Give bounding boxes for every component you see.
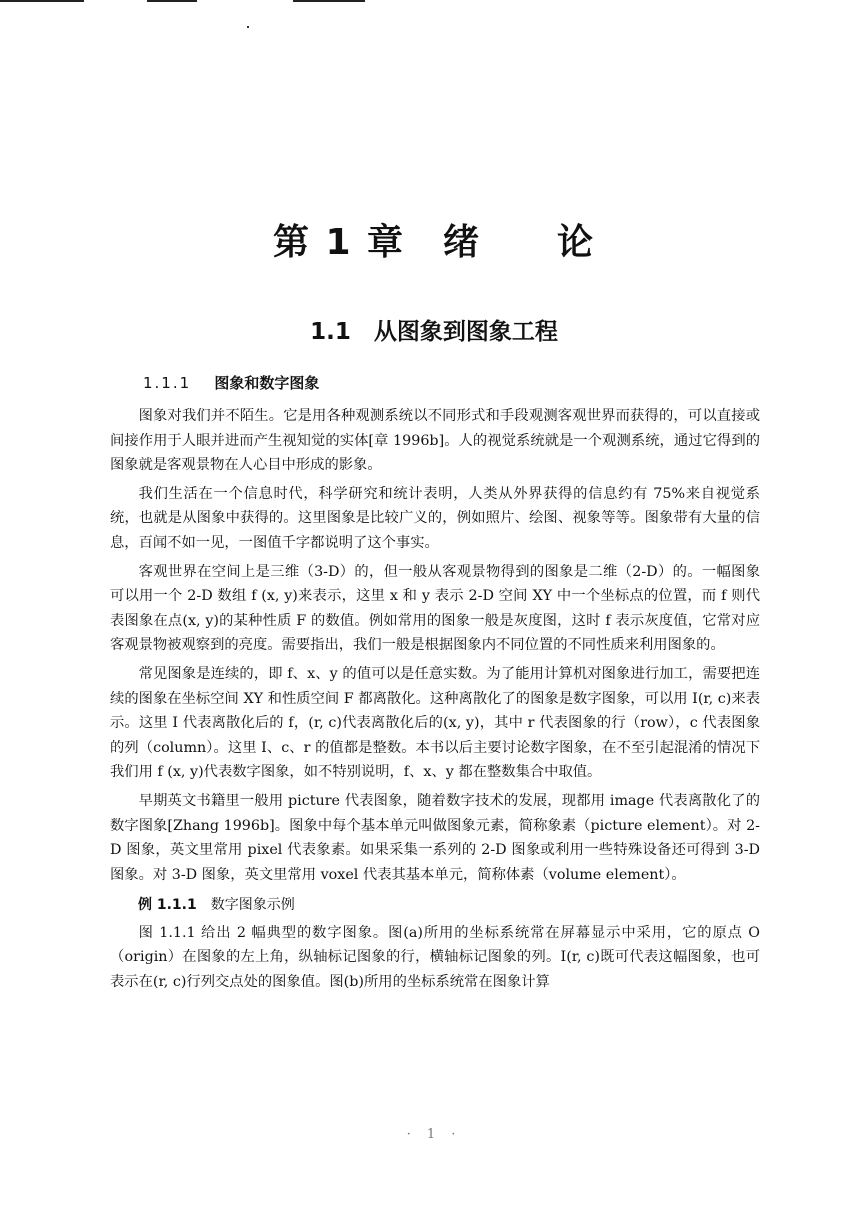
subsection-heading — [143, 372, 319, 393]
example-heading — [110, 893, 760, 918]
scan-edge-mark — [293, 0, 365, 2]
paragraph: 我们生活在一个信息时代，科学研究和统计表明，人类从外界获得的信息约有 75%来自视觉系统，也就是从图象中获得的。这里图象是比较广义的，例如照片、绘图、视象等等。图象带有大量的信息，百闻不如一见，一图值千字都说明了这个事实。 — [110, 485, 760, 551]
scan-edge-mark — [147, 0, 197, 2]
subsection-title: 图象和数字图象 — [214, 374, 320, 392]
subsection-number: 1.1.1 — [143, 374, 192, 392]
paragraph: 图象对我们并不陌生。它是用各种观测系统以不同形式和手段观测客观世界而获得的，可以直接或间接作用于人眼并进而产生视知觉的实体[章 1996b]。人的视觉系统就是一个观测系统，通过它得到的图象就是客观景物在人心目中形成的影象。 — [110, 408, 760, 474]
scan-edge-mark — [0, 0, 84, 2]
paragraph: 客观世界在空间上是三维（3-D）的，但一般从客观景物得到的图象是二维（2-D）的。一幅图象可以用一个 2-D 数组 f (x, y)来表示，这里 x 和 y 表示 2-D 空间 XY 中一个坐标点的位置，而 f 则代表图象在点(x, y)的某种性质 F 的数值。例如常用的图象一般是灰度图，这时 f 表示灰度值，它常对应客观景物被观察到的亮度。需要指出，我们一般是根据图象内不同位置的不同性质来利用图象的。 — [110, 563, 760, 654]
example-title: 数字图象示例 — [210, 897, 295, 914]
example-label: 例 1.1.1 — [138, 897, 197, 914]
section-title: 1.1 从图象到图象工程 — [310, 319, 558, 346]
scan-speck — [247, 26, 249, 28]
chapter-title: 第 1 章 绪 论 — [272, 222, 596, 264]
example-paragraph: 图 1.1.1 给出 2 幅典型的数字图象。图(a)所用的坐标系统常在屏幕显示中采用，它的原点 O（origin）在图象的左上角，纵轴标记图象的行，横轴标记图象的列。I(r, c)既可代表这幅图象，也可表示在(r, c)行列交点处的图象值。图(b)所用的坐标系统常在图象计算 — [110, 924, 760, 991]
body-text — [110, 404, 760, 999]
paragraph: 常见图象是连续的，即 f、x、y 的值可以是任意实数。为了能用计算机对图象进行加工，需要把连续的图象在坐标空间 XY 和性质空间 F 都离散化。这种离散化了的图象是数字图象，可以用 I(r, c)来表示。这里 I 代表离散化后的 f，(r, c)代表离散化后的(x, y)，其中 r 代表图象的行（row），c 代表图象的列（column）。这里 I、c、r 的值都是整数。本书以后主要讨论数字图象，在不至引起混淆的情况下我们用 f (x, y)代表数字图象，如不特别说明，f、x、y 都在整数集合中取值。 — [110, 665, 760, 781]
page-number: · 1 · — [406, 1127, 462, 1142]
paragraph: 早期英文书籍里一般用 picture 代表图象，随着数字技术的发展，现都用 image 代表离散化了的数字图象[Zhang 1996b]。图象中每个基本单元叫做图象元素，简称象素（picture element）。对 2-D 图象，英文里常用 pixel 代表象素。如果采集一系列的 2-D 图象或利用一些特殊设备还可得到 3-D 图象。对 3-D 图象，英文里常用 voxel 代表其基本单元，简称体素（volume element）。 — [110, 792, 760, 883]
